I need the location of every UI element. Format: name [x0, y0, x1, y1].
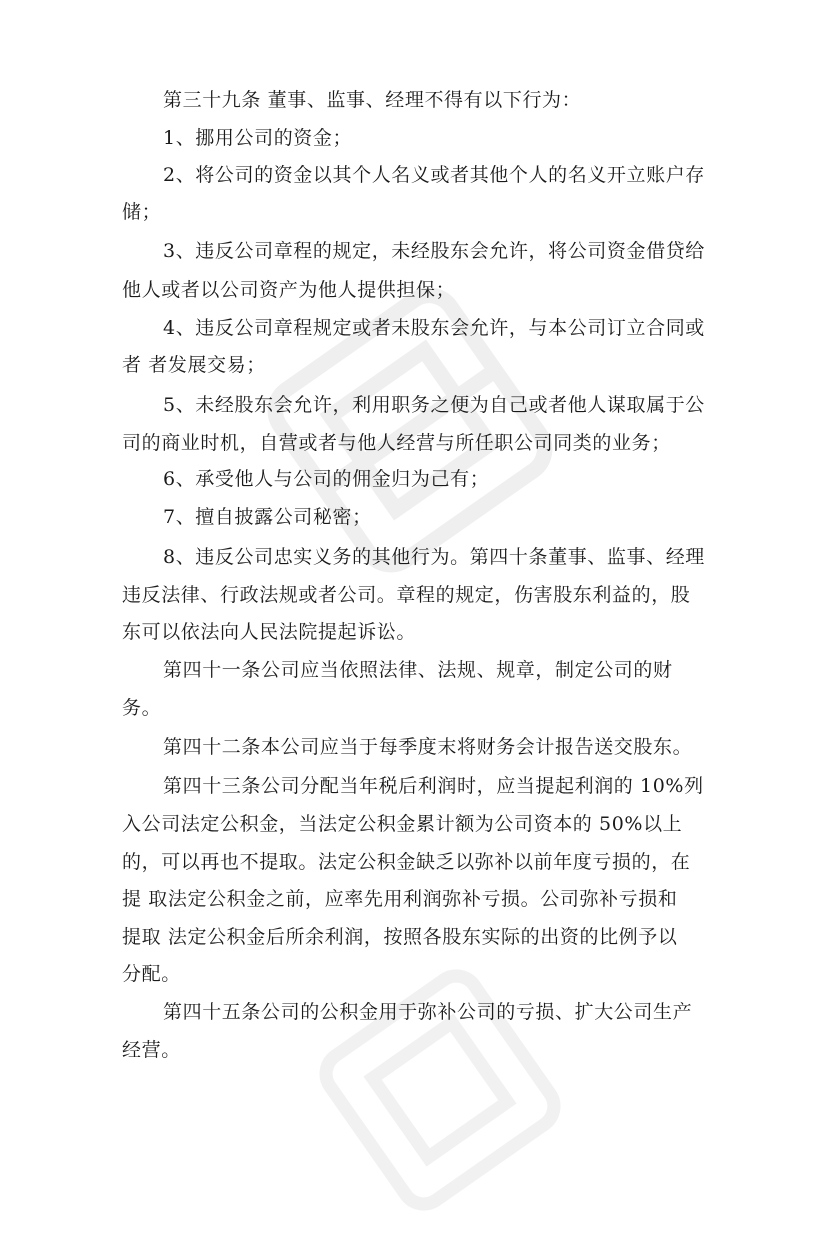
article-41-line-1: 第四十一条公司应当依照法律、法规、规章，制定公司的财	[163, 659, 673, 681]
article-43-line-6: 分配。	[122, 963, 181, 985]
article-39-item-5-line-2: 司的商业时机，自营或者与他人经营与所任职公司同类的业务；	[122, 432, 671, 454]
article-39-item-2-line-2: 储；	[122, 201, 162, 223]
article-39-item-2-line-1: 2、将公司的资金以其个人名义或者其他个人的名义开立账户存	[163, 164, 705, 186]
article-40-line-2: 违反法律、行政法规或者公司。章程的规定，伤害股东利益的，股	[122, 584, 691, 606]
article-39-item-3-line-1: 3、违反公司章程的规定，未经股东会允许，将公司资金借贷给	[163, 240, 705, 262]
watermark-logo-bottom	[287, 937, 593, 1243]
article-45-line-2: 经营。	[122, 1039, 181, 1061]
article-39-item-1: 1、挪用公司的资金；	[163, 127, 353, 149]
article-43-line-1: 第四十三条公司分配当年税后利润时，应当提起利润的 10%列	[163, 775, 704, 797]
article-40-line-3: 东可以依法向人民法院提起诉讼。	[122, 621, 417, 643]
article-43-line-5: 提取 法定公积金后所余利润，按照各股东实际的出资的比例予以	[122, 926, 678, 948]
article-42: 第四十二条本公司应当于每季度末将财务会计报告送交股东。	[163, 736, 693, 758]
article-41-line-2: 务。	[122, 697, 162, 719]
article-39-item-4-line-2: 者 者发展交易；	[122, 354, 266, 376]
article-39-heading: 第三十九条 董事、监事、经理不得有以下行为：	[163, 89, 582, 111]
article-39-item-3-line-2: 他人或者以公司资产为他人提供担保；	[122, 279, 456, 301]
article-43-line-2: 入公司法定公积金，当法定公积金累计额为公司资本的 50%以上	[122, 813, 683, 835]
article-45-line-1: 第四十五条公司的公积金用于弥补公司的亏损、扩大公司生产	[163, 1001, 693, 1023]
article-39-item-7: 7、擅自披露公司秘密；	[163, 506, 372, 528]
article-39-item-4-line-1: 4、违反公司章程规定或者未股东会允许，与本公司订立合同或	[163, 317, 705, 339]
article-39-item-5-line-1: 5、未经股东会允许，利用职务之便为自己或者他人谋取属于公	[163, 394, 705, 416]
article-43-line-3: 的，可以再也不提取。法定公积金缺乏以弥补以前年度亏损的，在	[122, 851, 691, 873]
article-39-item-6: 6、承受他人与公司的佣金归为己有；	[163, 468, 490, 490]
article-43-line-4: 提 取法定公积金之前，应率先用利润弥补亏损。公司弥补亏损和	[122, 888, 678, 910]
article-39-item-8-line-1: 8、违反公司忠实义务的其他行为。第四十条董事、监事、经理	[163, 546, 705, 568]
